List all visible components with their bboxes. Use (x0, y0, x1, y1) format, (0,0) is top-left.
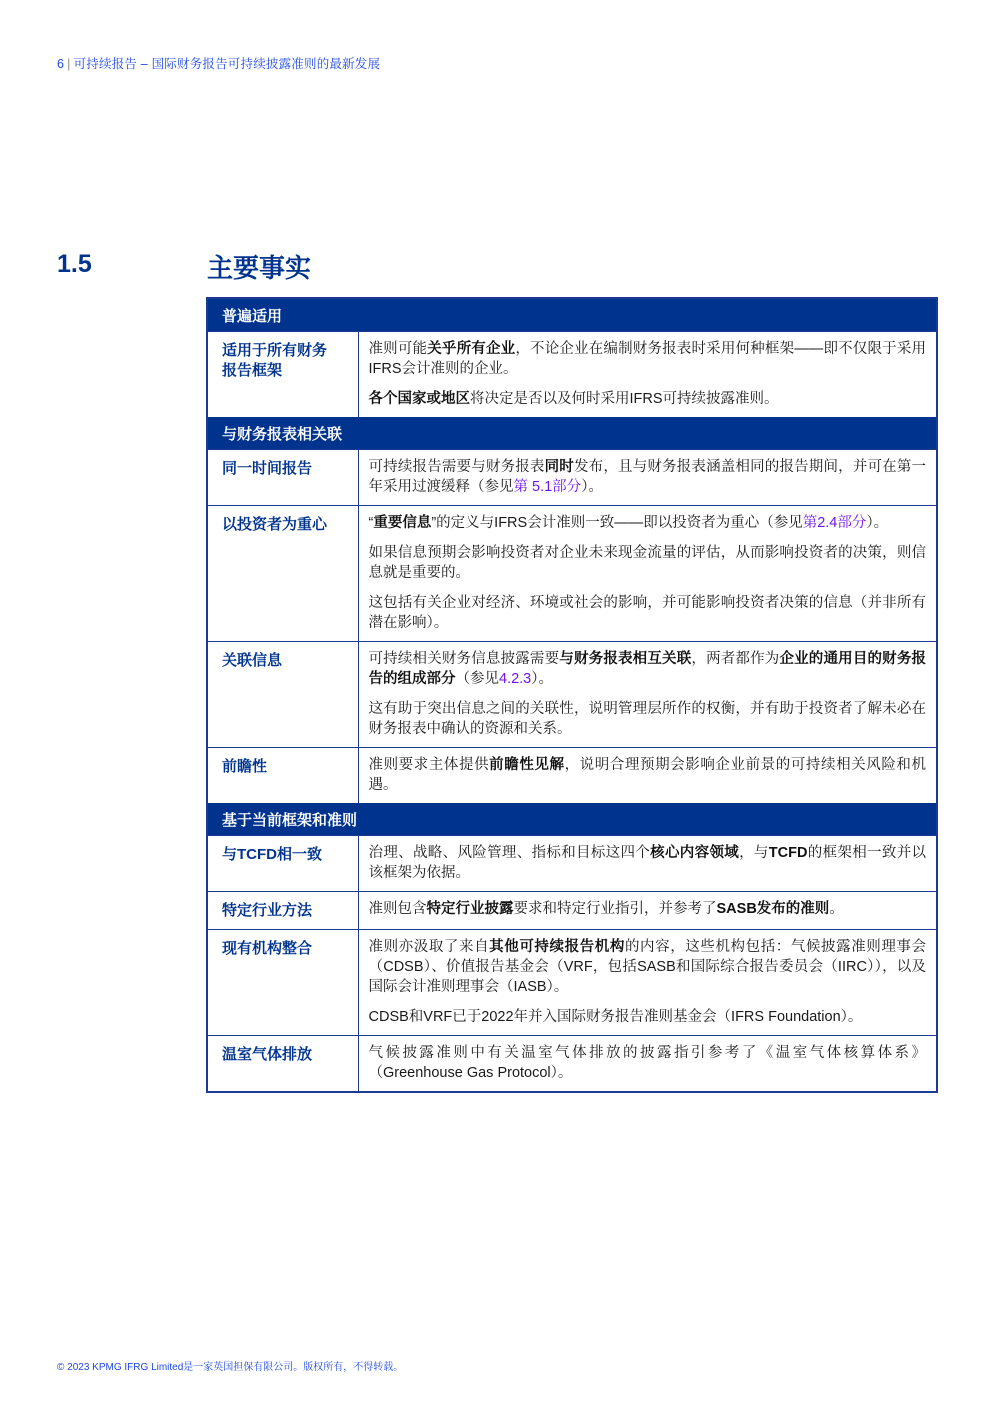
fact-name: 关联信息 (207, 642, 358, 748)
fact-name: 与TCFD相一致 (207, 836, 358, 892)
table-row (207, 748, 937, 804)
fact-name: 同一时间报告 (207, 450, 358, 506)
bold-text: SASB发布的准则 (716, 901, 830, 917)
fact-description (358, 450, 937, 506)
paragraph (369, 649, 927, 689)
fact-name-line: 适用于所有财务 (222, 342, 328, 359)
group-title: 基于当前框架和准则 (207, 803, 937, 836)
bold-text: 特定行业披露 (426, 901, 514, 917)
text-run: 的框架相一致并以该框架为依据。 (368, 845, 927, 881)
bold-text: 前瞻性见解 (489, 757, 565, 773)
cross-reference-link[interactable]: 4.2.3 (499, 671, 532, 687)
paragraph: 这包括有关企业对经济、环境或社会的影响，并可能影响投资者决策的信息（并非所有潜在影响）。 (368, 595, 927, 631)
table-row (207, 930, 937, 1036)
text-run: “ (368, 515, 374, 531)
text-run: ”的定义与IFRS会计准则一致——即以投资者为重心（参见 (431, 515, 803, 531)
page-number: 6 (57, 57, 65, 71)
table-row (207, 332, 937, 418)
text-run: 的内容，这些机构包括：气候披露准则理事会（CDSB）、价值报告基金会（VRF，包括SASB和国际综合报告委员会（IIRC）），以及国际会计准则理事会（IASB）。 (368, 939, 927, 995)
fact-description (358, 642, 937, 748)
bold-text: 各个国家或地区 (368, 391, 470, 407)
fact-name: 现有机构整合 (207, 930, 358, 1036)
bold-text: 其他可持续报告机构 (489, 939, 625, 955)
paragraph (369, 755, 927, 795)
key-facts-table (206, 297, 938, 1093)
fact-description (358, 892, 937, 930)
bold-text: 同时 (544, 459, 574, 475)
fact-description (358, 506, 937, 642)
paragraph: 这有助于突出信息之间的关联性，说明管理层所作的权衡，并有助于投资者了解未必在财务报表中确认的资源和关系。 (368, 701, 927, 737)
bold-text: 企业的通用目的财务报告的组成部分 (368, 651, 927, 687)
fact-description (358, 332, 937, 418)
text-run: 发布，且与财务报表涵盖相同的报告期间，并可在第一年采用过渡缓释（参见 (368, 459, 927, 495)
bold-text: 与财务报表相互关联 (559, 651, 692, 667)
paragraph (369, 513, 927, 533)
paragraph: 如果信息预期会影响投资者对企业未来现金流量的评估，从而影响投资者的决策，则信息就是重要的。 (368, 545, 927, 581)
table-row (207, 642, 937, 748)
section-number: 1.5 (57, 250, 92, 278)
table-row (207, 836, 937, 892)
text-run: ）。 (531, 671, 553, 687)
group-header (207, 298, 937, 332)
text-run: 治理、战略、风险管理、指标和目标这四个 (368, 845, 651, 861)
text-run: ，与 (739, 845, 769, 861)
fact-description (358, 836, 937, 892)
text-run: 可持续报告需要与财务报表 (368, 459, 545, 475)
group-title: 普遍适用 (207, 298, 937, 332)
group-title: 与财务报表相关联 (207, 417, 937, 450)
text-run: ，两者都作为 (691, 651, 780, 667)
text-run: 要求和特定行业指引，并参考了 (513, 901, 717, 917)
table-row (207, 1036, 937, 1093)
text-run: 准则亦汲取了来自 (368, 939, 490, 955)
paragraph (369, 339, 927, 379)
copyright-footer: © 2023 KPMG IFRG Limited是一家英国担保有限公司。版权所有，不得转载。 (57, 1362, 404, 1373)
text-run: （参见 (455, 671, 499, 687)
text-run: ）。 (581, 479, 603, 495)
header-separator: | (67, 57, 71, 71)
fact-description (358, 930, 937, 1036)
bold-text: TCFD (768, 845, 808, 861)
table-row (207, 892, 937, 930)
text-run: ，不论企业在编制财务报表时采用何种框架——即不仅限于采用IFRS会计准则的企业。 (368, 341, 927, 377)
text-run: ）。 (866, 515, 889, 531)
running-header (57, 54, 380, 72)
paragraph (369, 843, 927, 883)
table-row (207, 506, 937, 642)
group-header (207, 417, 937, 450)
cross-reference-link[interactable]: 第 5.1部分 (513, 479, 582, 495)
bold-text: 重要信息 (373, 515, 432, 531)
text-run: ，说明合理预期会影响企业前景的可持续相关风险和机遇。 (368, 757, 927, 793)
paragraph (369, 899, 927, 919)
text-run: 准则可能 (368, 341, 428, 357)
text-run: 可持续相关财务信息披露需要 (368, 651, 560, 667)
text-run: 准则包含 (368, 901, 427, 917)
fact-name (207, 332, 358, 418)
paragraph (369, 937, 927, 997)
fact-description (358, 1036, 937, 1093)
document-title: 可持续报告 – 国际财务报告可持续披露准则的最新发展 (73, 57, 381, 71)
bold-text: 核心内容领域 (650, 845, 740, 861)
text-run: 。 (829, 901, 844, 917)
cross-reference-link[interactable]: 第2.4部分 (802, 515, 867, 531)
paragraph (369, 457, 927, 497)
fact-description (358, 748, 937, 804)
fact-name-line: 报告框架 (222, 362, 283, 379)
fact-name: 以投资者为重心 (207, 506, 358, 642)
paragraph: CDSB和VRF已于2022年并入国际财务报告准则基金会（IFRS Foundation）。 (368, 1009, 863, 1025)
fact-name: 前瞻性 (207, 748, 358, 804)
table-row (207, 450, 937, 506)
section-title: 主要事实 (207, 253, 312, 283)
fact-name: 温室气体排放 (207, 1036, 358, 1093)
fact-name: 特定行业方法 (207, 892, 358, 930)
bold-text: 关乎所有企业 (427, 341, 516, 357)
group-header (207, 803, 937, 836)
text-run: 将决定是否以及何时采用IFRS可持续披露准则。 (470, 391, 779, 407)
paragraph (369, 389, 927, 409)
text-run: 准则要求主体提供 (368, 757, 490, 773)
paragraph: 气候披露准则中有关温室气体排放的披露指引参考了《温室气体核算体系》（Greenhouse Gas Protocol）。 (368, 1045, 927, 1081)
